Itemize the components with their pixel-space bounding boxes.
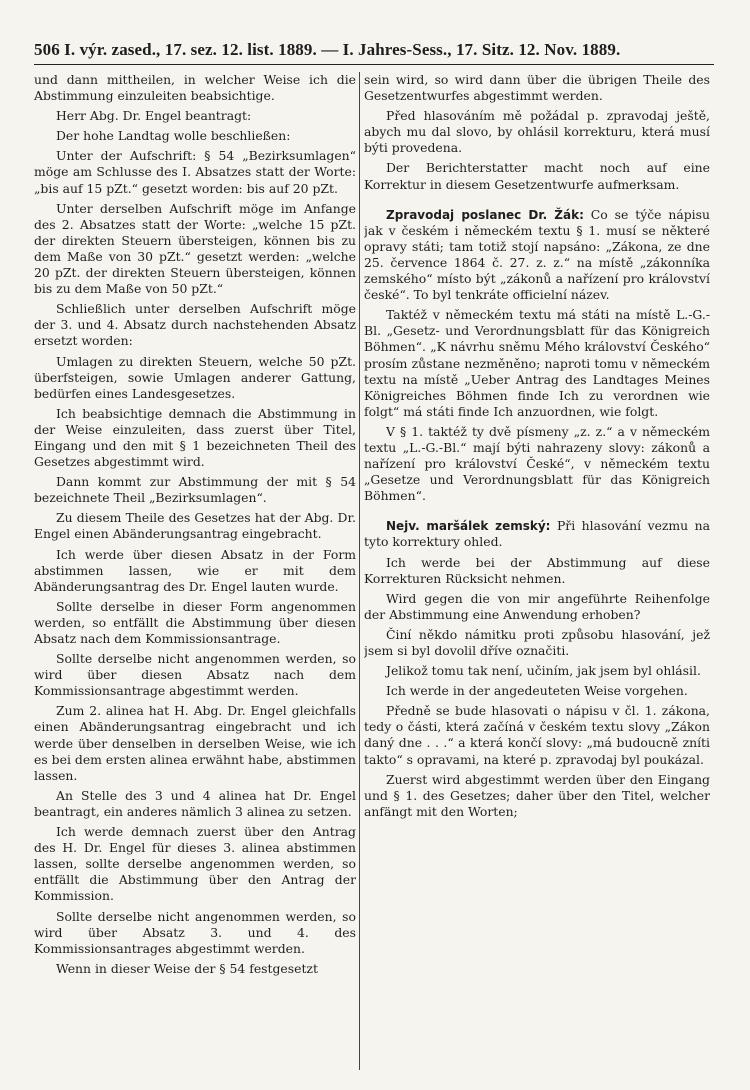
speaker-name: Zpravodaj poslanec Dr. Žák: [386, 207, 584, 222]
paragraph: Herr Abg. Dr. Engel beantragt: [56, 108, 252, 124]
paragraph: Zuerst wird abgestimmt werden über den Eingang und § 1. des Gesetzes; daher über den Titel, welcher anfängt mit den Worten; [364, 771, 710, 819]
left-column [34, 72, 356, 1072]
paragraph: Ich werde demnach zuerst über den Antrag des H. Dr. Engel für dieses 3. alinea abstimmen lassen, sollte derselbe angenommen werden, so entfällt die Abstimmung über den Antrag der Kommission. [34, 824, 356, 904]
paragraph: Ich beabsichtige demnach die Abstimmung in der Weise einzuleiten, dass zuerst über Titel, Eingang und den mit § 1 bezeichneten Theil des Gesetzes abgestimmt wird. [34, 405, 356, 470]
paragraph: Der Berichterstatter macht noch auf eine Korrektur in diesem Gesetzentwurfe aufmerksam. [364, 160, 710, 192]
paragraph: sein wird, so wird dann über die übrigen Theile des Gesetzentwurfes abgestimmt werden. [364, 72, 710, 104]
paragraph: Umlagen zu direkten Steuern, welche 50 pZt. überfsteigen, sowie Umlagen anderer Gattung, bedürfen eines Landesgesetzes. [34, 353, 356, 401]
paragraph: Ich werde in der angedeuteten Weise vorgehen. [386, 683, 688, 699]
paragraph: Jelikož tomu tak není, učiním, jak jsem byl ohlásil. [386, 663, 701, 679]
speaker-paragraph [364, 518, 710, 550]
paragraph: Před hlasováním mě požádal p. zpravodaj ještě, abych mu dal slovo, by ohlásil korrekturu, která musí býti provedena. [364, 108, 710, 156]
paragraph: Unter der Aufschrift: § 54 „Bezirksumlagen“ möge am Schlusse des I. Absatzes statt der Worte: „bis auf 15 pZt.“ gesetzt worden: bis auf 20 pZt. [34, 148, 356, 196]
right-column [364, 72, 710, 1072]
paragraph-text: Co se týče nápisu jak v českém i německém textu § 1. musí se některé opravy státi; tam totiž stojí napsáno: „Zákona, ze dne 25. července 1864 č. 27. z. z.“ na místě „zákonníka zemského“ místo být „zákonů a nařízení pro království české“. To byl tenkráte officielní název. [364, 206, 710, 303]
paragraph: Unter derselben Aufschrift möge im Anfange des 2. Absatzes statt der Worte: „welche 15 pZt. der direkten Steuern übersteigen, können bis zu dem Maße von 30 pZt.“ gesetzt werden: „welche 20 pZt. der direkten Steuern übersteigen, können bis zu dem Maße von 50 pZt.“ [34, 200, 356, 297]
paragraph: Taktéž v německém textu má státi na místě L.-G.-Bl. „Gesetz- und Verordnungsblatt für das Königreich Böhmen“. „K návrhu sněmu Mého království Českého“ prosím zůstane nezměněno; naproti tomu v německém textu na místě „Ueber Antrag des Landtages Meines Königreiches Böhmen finde Ich zu verordnen wie folgt“ má státi finde Ich anzuordnen, wie folgt. [364, 307, 710, 419]
paragraph: Zu diesem Theile des Gesetzes hat der Abg. Dr. Engel einen Abänderungsantrag eingebracht. [34, 510, 356, 542]
paragraph: V § 1. taktéž ty dvě písmeny „z. z.“ a v německém textu „L.-G.-Bl.“ mají býti nahrazeny slovy: zákonů a nařízení pro království České“, v německém textu „Gesetze und Verordnungsblatt für das Königreich Böhmen“. [364, 423, 710, 504]
paragraph: Wird gegen die von mir angeführte Reihenfolge der Abstimmung eine Anwendung erhoben? [364, 590, 710, 622]
paragraph: Schließlich unter derselben Aufschrift möge der 3. und 4. Absatz durch nachstehenden Absatz ersetzt worden: [34, 301, 356, 349]
header-rule [34, 64, 714, 65]
paragraph: Der hohe Landtag wolle beschließen: [56, 128, 291, 144]
paragraph: Předně se bude hlasovati o nápisu v čl. 1. zákona, tedy o části, která začíná v českém textu slovy „Zákon daný dne . . .“ a která končí slovy: „má budoucně zníti takto“ s opravami, na které p. zpravodaj byl poukázal. [364, 703, 710, 767]
column-divider [359, 72, 360, 1070]
paragraph: Dann kommt zur Abstimmung der mit § 54 bezeichnete Theil „Bezirksumlagen“. [34, 474, 356, 506]
speaker-paragraph [364, 207, 710, 304]
speaker-name: Nejv. maršálek zemský: [386, 519, 551, 534]
paragraph: Sollte derselbe in dieser Form angenommen werden, so entfällt die Abstimmung über diesen Absatz nach dem Kommissionsantrage. [34, 598, 356, 646]
paragraph: Sollte derselbe nicht angenommen werden, so wird über Absatz 3. und 4. des Kommissionsantrages abgestimmt werden. [34, 908, 356, 956]
paragraph: Ich werde über diesen Absatz in der Form abstimmen lassen, wie er mit dem Abänderungsantrag des Dr. Engel lauten wurde. [34, 546, 356, 594]
paragraph: Činí někdo námitku proti způsobu hlasování, jež jsem si byl dovolil dříve označiti. [364, 626, 710, 658]
paragraph-text: Při hlasování vezmu na tyto korrektury ohled. [364, 518, 710, 550]
paragraph: und dann mittheilen, in welcher Weise ich die Abstimmung einzuleiten beabsichtige. [34, 72, 356, 104]
paragraph: An Stelle des 3 und 4 alinea hat Dr. Engel beantragt, ein anderes nämlich 3 alinea zu setzen. [34, 787, 356, 819]
paragraph: Zum 2. alinea hat H. Abg. Dr. Engel gleichfalls einen Abänderungsantrag eingebracht und ich werde über denselben in derselben Weise, wie ich es bei dem ersten alinea erwähnt habe, abstimmen lassen. [34, 703, 356, 783]
paragraph: Wenn in dieser Weise der § 54 festgesetzt [56, 960, 318, 976]
paragraph: Sollte derselbe nicht angenommen werden, so wird über diesen Absatz nach dem Kommissionsantrage abgestimmt werden. [34, 651, 356, 699]
page-header: 506 I. výr. zased., 17. sez. 12. list. 1889. — I. Jahres-Sess., 17. Sitz. 12. Nov. 1889. [34, 40, 621, 59]
paragraph: Ich werde bei der Abstimmung auf diese Korrekturen Rücksicht nehmen. [364, 554, 710, 586]
